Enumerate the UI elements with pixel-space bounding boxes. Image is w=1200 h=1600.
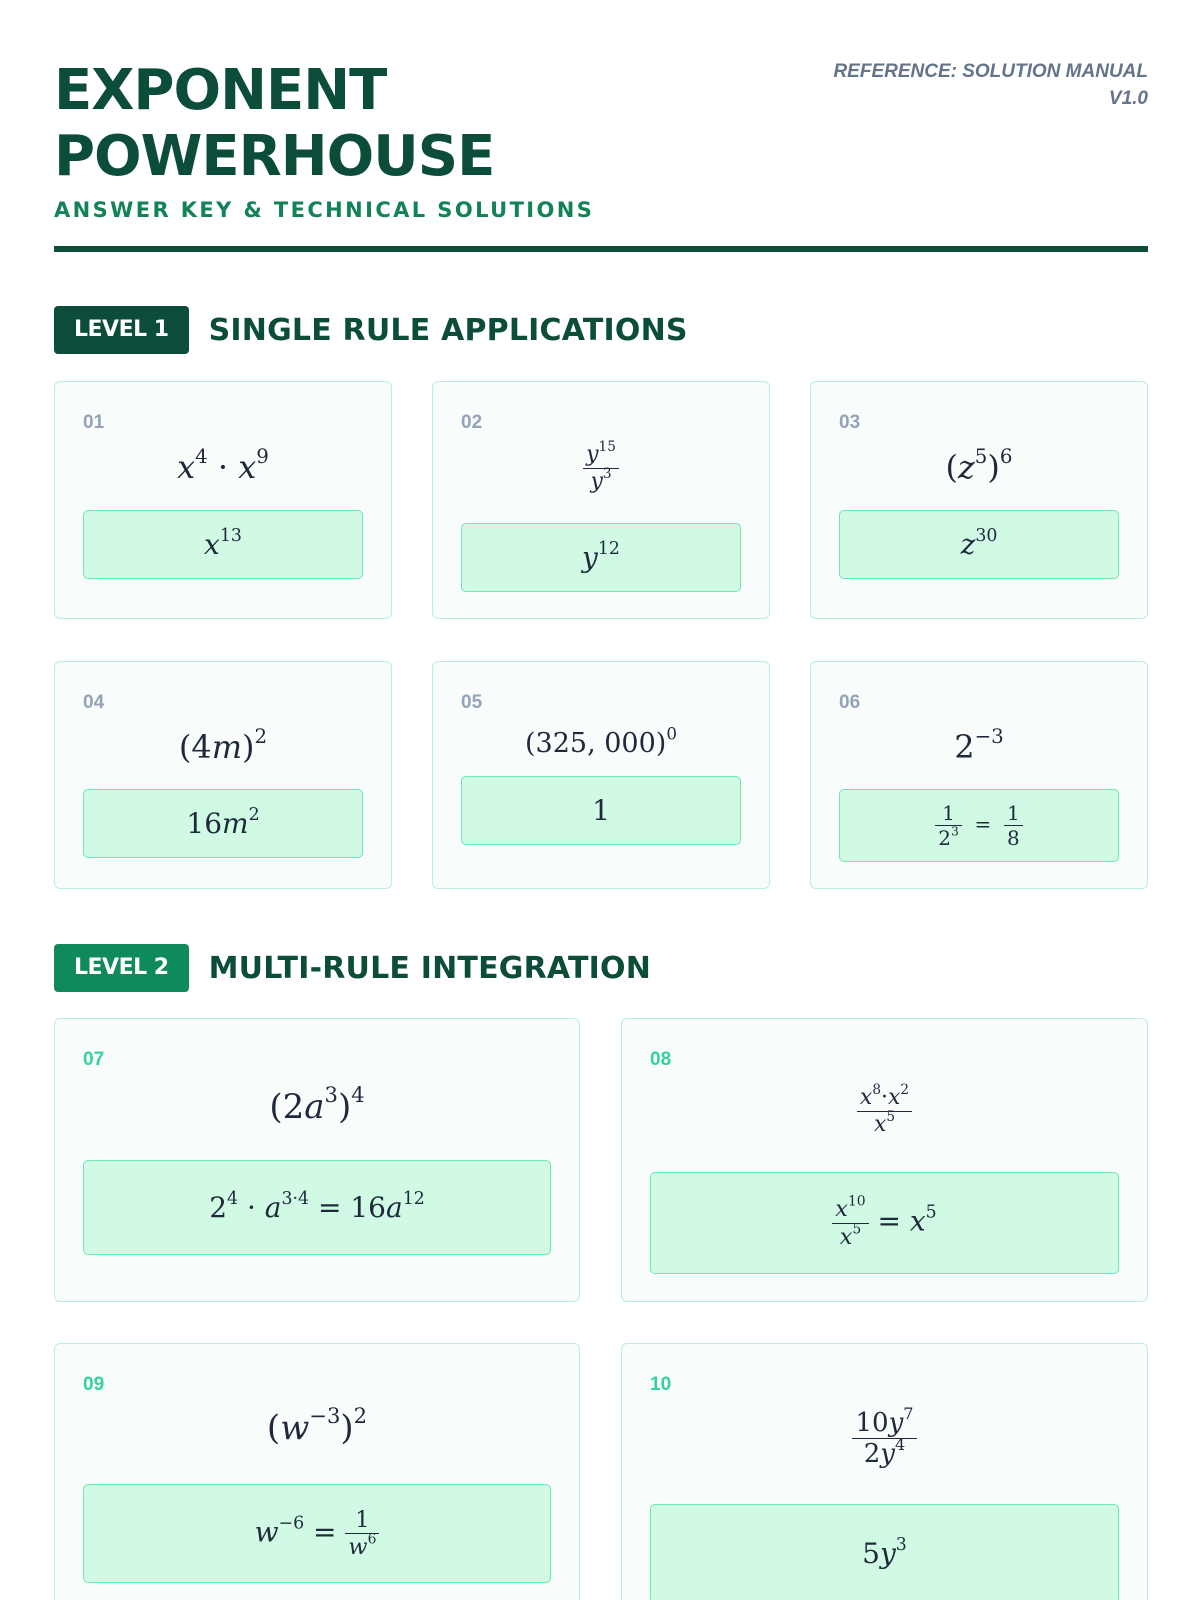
problem-card-06 — [810, 661, 1148, 889]
problem-expression: (325, 000)$^0$ — [525, 723, 677, 759]
problem-card-08 — [621, 1018, 1148, 1302]
problem-number: 01 — [83, 412, 105, 433]
level-2-badge: LEVEL 2 — [54, 944, 189, 992]
problem-number: 08 — [650, 1049, 672, 1070]
problem-number: 09 — [83, 1374, 105, 1395]
problem-expression: $2^{-3}$ — [954, 725, 1004, 766]
answer-box: $x^{13}$ — [83, 510, 363, 579]
answer-box: $2^4 \cdot a^{3\cdot 4} = 16a^{12}$ — [83, 1160, 551, 1255]
problem-expression: $\frac{10y^7}{2y^4}$ — [622, 1410, 1147, 1467]
problem-card-04 — [54, 661, 392, 889]
answer-box: $z^{30}$ — [839, 510, 1119, 579]
answer-box: $5y^3$ — [650, 1504, 1119, 1600]
page-subtitle: ANSWER KEY & TECHNICAL SOLUTIONS — [54, 198, 595, 222]
problem-number: 05 — [461, 692, 483, 713]
problem-card-07 — [54, 1018, 580, 1302]
answer-box: $16m^2$ — [83, 789, 363, 858]
answer-box: $y^{12}$ — [461, 523, 741, 592]
level-2-title: MULTI-RULE INTEGRATION — [208, 950, 652, 986]
title-line-2: POWERHOUSE — [54, 124, 495, 189]
problem-number: 10 — [650, 1374, 672, 1395]
problem-expression: $(4m)^2$ — [178, 725, 268, 766]
problem-number: 02 — [461, 412, 483, 433]
reference-line-1: REFERENCE: SOLUTION MANUAL — [833, 61, 1148, 82]
page-header — [54, 58, 1148, 254]
problem-card-09 — [54, 1343, 580, 1600]
answer-box: $w^{-6}$ = $\frac{1}{w^6}$ — [83, 1484, 551, 1583]
problem-number: 04 — [83, 692, 105, 713]
section-header-level-1 — [54, 306, 688, 354]
problem-number: 07 — [83, 1049, 105, 1070]
section-header-level-2 — [54, 944, 651, 992]
level-1-badge: LEVEL 1 — [54, 306, 189, 354]
title-line-1: EXPONENT — [54, 58, 387, 123]
answer-box: $\frac{1}{2^3}$ = $\frac{1}{8}$ — [839, 789, 1119, 862]
level-1-title: SINGLE RULE APPLICATIONS — [208, 312, 688, 348]
problem-card-03 — [810, 381, 1148, 619]
header-divider — [54, 246, 1148, 252]
problem-expression: $(z^5)^6$ — [945, 445, 1013, 486]
problem-expression: $(2a^3)^4$ — [269, 1082, 365, 1127]
reference-label — [833, 58, 1148, 112]
problem-card-10 — [621, 1343, 1148, 1600]
problem-expression: $x^4 \cdot x^9$ — [177, 445, 269, 486]
problem-card-01 — [54, 381, 392, 619]
problem-expression: $(w^{-3})^2$ — [266, 1403, 368, 1448]
problem-card-02 — [432, 381, 770, 619]
answer-box: 1 — [461, 776, 741, 845]
problem-expression: $\frac{y^{15}}{y^3}$ — [433, 444, 769, 493]
problem-number: 03 — [839, 412, 861, 433]
reference-version: V1.0 — [1108, 88, 1148, 109]
problem-number: 06 — [839, 692, 861, 713]
problem-card-05 — [432, 661, 770, 889]
problem-expression: $\frac{x^8\cdot x^2}{x^5}$ — [622, 1087, 1147, 1136]
answer-box: $\frac{x^{10}}{x^5}$ = $x^5$ — [650, 1172, 1119, 1274]
